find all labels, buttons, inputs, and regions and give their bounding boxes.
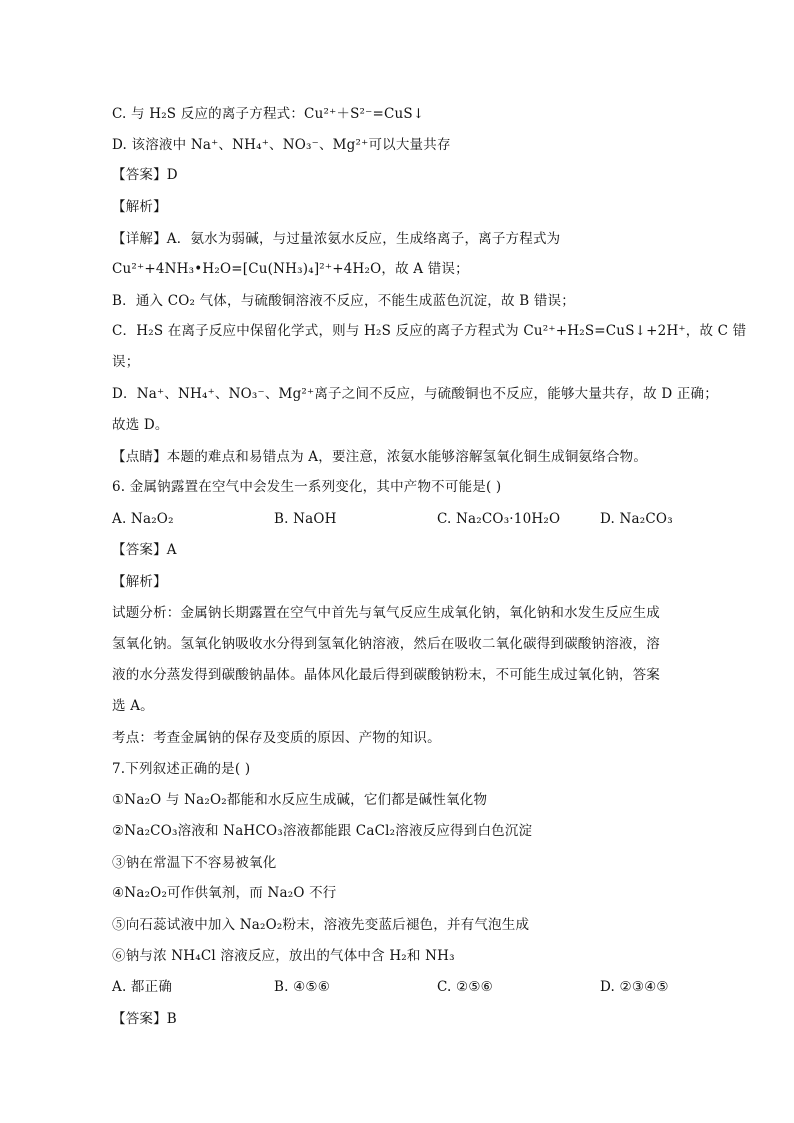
statement-3: ③钠在常温下不容易被氧化 [112,855,277,871]
equation-line: Cu²⁺+4NH₃•H₂O=[Cu(NH₃)₄]²⁺+4H₂O，故 A 错误； [112,261,469,277]
q7-option-b: B. ④⑤⑥ [274,979,331,995]
question-6: 6. 金属钠露置在空气中会发生一系列变化，其中产物不可能是( ) [112,479,502,495]
option-d-line: D. 该溶液中 Na⁺、NH₄⁺、NO₃⁻、Mg²⁺可以大量共存 [112,137,451,153]
analysis-line-4: 选 A。 [112,698,154,714]
q7-option-a: A. 都正确 [112,979,173,995]
explanation-b-line: B．通入 CO₂ 气体，与硫酸铜溶液不反应，不能生成蓝色沉淀，故 B 错误； [112,293,575,309]
q7-option-d: D. ②③④⑤ [600,979,669,995]
option-c-line: C. 与 H₂S 反应的离子方程式：Cu²⁺＋S²⁻=CuS↓ [112,106,425,122]
question-7: 7.下列叙述正确的是( ) [112,761,251,777]
tip-line: 【点睛】本题的难点和易错点为 A，要注意，浓氨水能够溶解氢氧化铜生成铜氨络合物。 [112,449,648,465]
answer-label: 【答案】D [112,167,178,183]
analysis-line-1: 试题分析：金属钠长期露置在空气中首先与氧气反应生成氧化钠，氧化钠和水发生反应生成 [112,605,660,621]
explanation-c-cont-line: 误； [112,354,140,370]
answer-label-6: 【答案】A [112,542,177,558]
analysis-line-2: 氢氧化钠。氢氧化钠吸收水分得到氢氧化钠溶液，然后在吸收二氧化碳得到碳酸钠溶液，溶 [112,636,660,652]
q7-option-c: C. ②⑤⑥ [437,979,493,995]
analysis-label-6: 【解析】 [112,574,167,590]
explanation-c-line: C．H₂S 在离子反应中保留化学式，则与 H₂S 反应的离子方程式为 Cu²⁺+H₂S=CuS↓+2H⁺，故 C 错 [112,323,747,339]
choose-d-line: 故选 D。 [112,417,169,433]
answer-label-7: 【答案】B [112,1011,177,1027]
q6-option-c: C. Na₂CO₃·10H₂O [437,511,561,527]
analysis-label: 【解析】 [112,199,167,215]
statement-1: ①Na₂O 与 Na₂O₂都能和水反应生成碱，它们都是碱性氧化物 [112,792,488,808]
explanation-d-line: D．Na⁺、NH₄⁺、NO₃⁻、Mg²⁺离子之间不反应，与硫酸铜也不反应，能够大量共存，故 D 正确； [112,386,718,402]
statement-6: ⑥钠与浓 NH₄Cl 溶液反应，放出的气体中含 H₂和 NH₃ [112,948,455,964]
explanation-line: 【详解】A．氨水为弱碱，与过量浓氨水反应，生成络离子，离子方程式为 [112,231,561,247]
q6-option-d: D. Na₂CO₃ [600,511,673,527]
statement-4: ④Na₂O₂可作供氧剂，而 Na₂O 不行 [112,885,337,901]
analysis-line-3: 液的水分蒸发得到碳酸钠晶体。晶体风化最后得到碳酸钠粉末，不可能生成过氧化钠，答案 [112,667,660,683]
test-point-line: 考点：考查金属钠的保存及变质的原因、产物的知识。 [112,730,441,746]
q6-option-b: B. NaOH [274,511,337,527]
statement-5: ⑤向石蕊试液中加入 Na₂O₂粉末，溶液先变蓝后褪色，并有气泡生成 [112,917,530,933]
statement-2: ②Na₂CO₃溶液和 NaHCO₃溶液都能跟 CaCl₂溶液反应得到白色沉淀 [112,823,533,839]
q6-option-a: A. Na₂O₂ [112,511,174,527]
